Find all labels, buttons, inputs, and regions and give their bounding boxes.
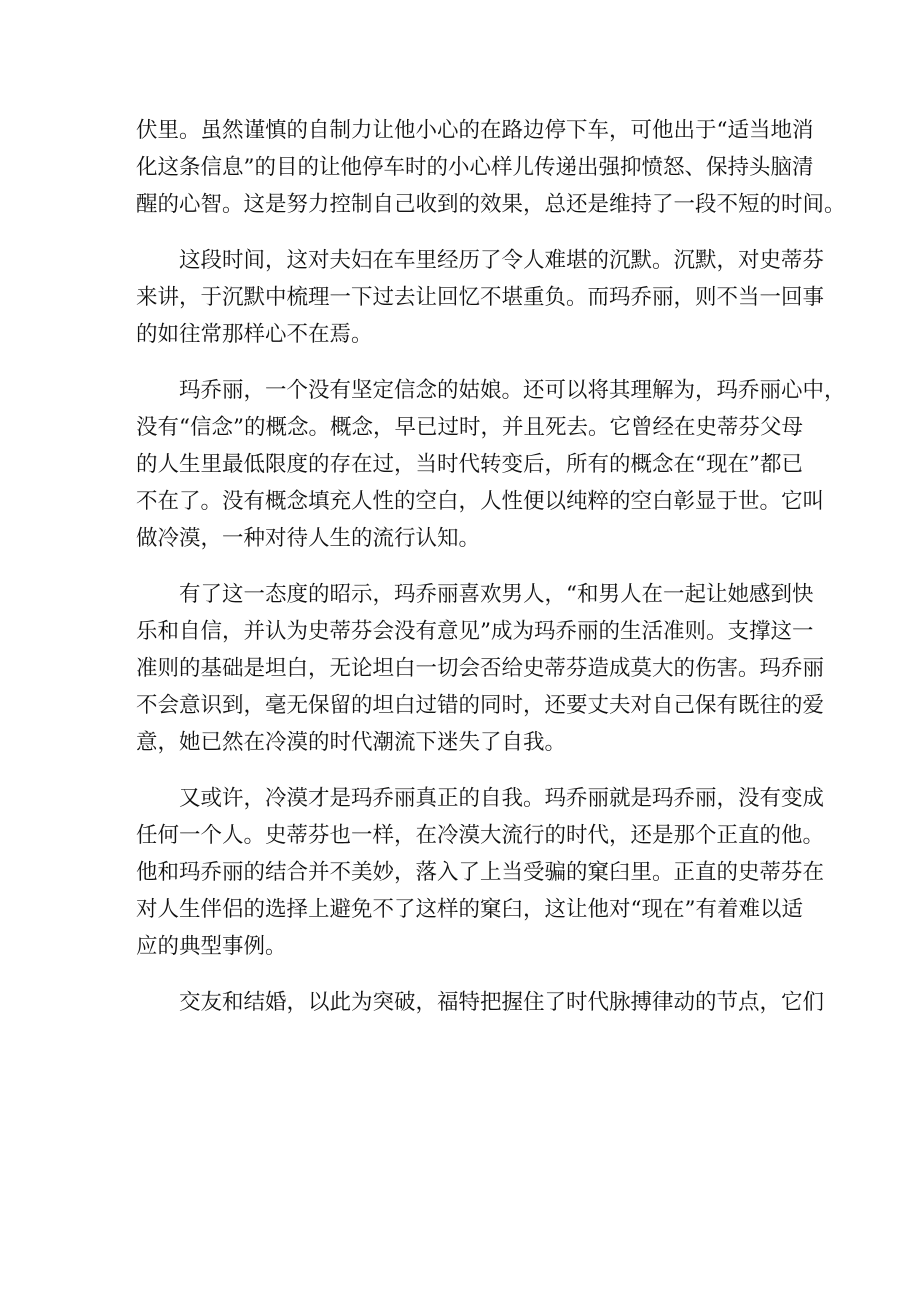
text-line: 有了这一态度的昭示，玛乔丽喜欢男人，“和男人在一起让她感到快	[179, 582, 814, 607]
body-text	[136, 112, 846, 1021]
text-line: 没有“信念”的概念。概念，早已过时，并且死去。它曾经在史蒂芬父母	[136, 415, 803, 440]
text-line: 醒的心智。这是努力控制自己收到的效果，总还是维持了一段不短的时间。	[136, 192, 846, 217]
text-line: 这段时间，这对夫妇在车里经历了令人难堪的沉默。沉默，对史蒂芬	[179, 248, 825, 273]
paragraph	[136, 984, 825, 1021]
paragraph	[136, 372, 846, 557]
text-line: 交友和结婚，以此为突破，福特把握住了时代脉搏律动的节点，它们	[179, 990, 825, 1015]
text-line: 他和玛乔丽的结合并不美妙，落入了上当受骗的窠臼里。正直的史蒂芬在	[136, 860, 825, 885]
text-line: 化这条信息”的目的让他停车时的小心样儿传递出强抑愤怒、保持头脑清	[136, 155, 814, 180]
text-line: 意，她已然在冷漠的时代潮流下迷失了自我。	[136, 730, 567, 755]
text-line: 应的典型事例。	[136, 934, 287, 959]
text-line: 来讲，于沉默中梳理一下过去让回忆不堪重负。而玛乔丽，则不当一回事	[136, 285, 825, 310]
text-line: 不在了。没有概念填充人性的空白，人性便以纯粹的空白彰显于世。它叫	[136, 489, 825, 514]
paragraph	[136, 242, 825, 353]
text-line: 伏里。虽然谨慎的自制力让他小心的在路边停下车，可他出于“适当地消	[136, 118, 814, 143]
text-line: 做冷漠，一种对待人生的流行认知。	[136, 526, 481, 551]
paragraph	[136, 112, 846, 223]
text-line: 乐和自信，并认为史蒂芬会没有意见”成为玛乔丽的生活准则。支撑这一	[136, 619, 814, 644]
text-line: 玛乔丽，一个没有坚定信念的姑娘。还可以将其理解为，玛乔丽心中，	[179, 378, 846, 403]
text-line: 任何一个人。史蒂芬也一样，在冷漠大流行的时代，还是那个正直的他。	[136, 823, 825, 848]
paragraph	[136, 576, 825, 761]
paragraph	[136, 780, 825, 965]
text-line: 不会意识到，毫无保留的坦白过错的同时，还要丈夫对自己保有既往的爱	[136, 693, 825, 718]
text-line: 的人生里最低限度的存在过，当时代转变后，所有的概念在“现在”都已	[136, 452, 803, 477]
text-line: 对人生伴侣的选择上避免不了这样的窠臼，这让他对“现在”有着难以适	[136, 897, 803, 922]
text-line: 又或许，冷漠才是玛乔丽真正的自我。玛乔丽就是玛乔丽，没有变成	[179, 786, 825, 811]
text-line: 的如往常那样心不在焉。	[136, 322, 373, 347]
text-line: 准则的基础是坦白，无论坦白一切会否给史蒂芬造成莫大的伤害。玛乔丽	[136, 656, 825, 681]
